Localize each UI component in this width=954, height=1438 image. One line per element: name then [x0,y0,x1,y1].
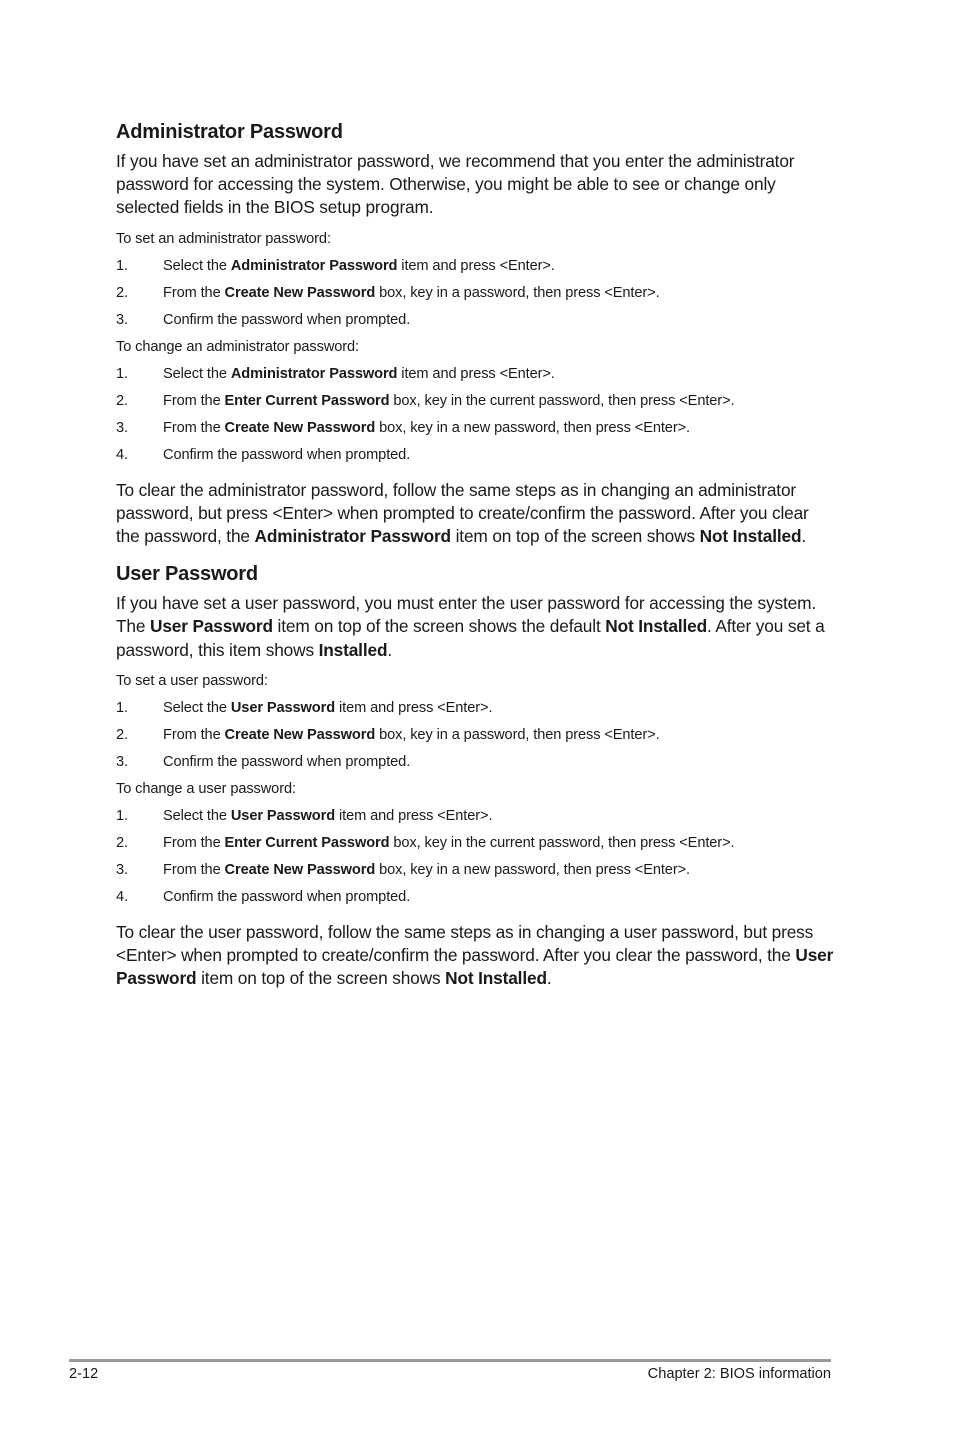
step-number: 1. [116,257,128,274]
step-term: User Password [230,699,336,716]
step-number: 2. [116,284,128,301]
list-item: 1. Select the Administrator Password item and press <Enter>. [116,253,836,280]
user-heading: User Password [116,563,258,586]
step-term: Administrator Password [230,257,398,274]
admin-set-steps [116,253,836,334]
footer-divider [69,1359,831,1362]
step-number: 3. [116,861,128,878]
step-number: 2. [116,726,128,743]
user-set-steps [116,695,836,776]
admin-intro: If you have set an administrator password, we recommend that you enter the administrator password for accessing the system. Otherwise, you might be able to see or change only selected fields in the BIOS setup program. [116,151,795,218]
list-item: 3. From the Create New Password box, key in a new password, then press <Enter>. [116,857,836,884]
admin-change-steps [116,361,836,469]
list-item: 1. Select the User Password item and press <Enter>. [116,803,836,830]
step-term: Enter Current Password [224,834,390,851]
step-number: 1. [116,365,128,382]
admin-set-lead: To set an administrator password: [116,230,331,247]
list-item: 4. Confirm the password when prompted. [116,884,836,911]
list-item: 3. From the Create New Password box, key in a new password, then press <Enter>. [116,415,836,442]
step-term: Enter Current Password [224,392,390,409]
user-clear-paragraph: To clear the user password, follow the same steps as in changing a user password, but press <Enter> when prompted to create/confirm the password. After you clear the password, the User Password item on top of the screen shows Not Installed. [116,921,834,989]
step-number: 3. [116,419,128,436]
list-item: 2. From the Create New Password box, key in a password, then press <Enter>. [116,722,836,749]
step-number: 4. [116,446,128,463]
admin-heading: Administrator Password [116,121,343,143]
list-item: 2. From the Create New Password box, key in a password, then press <Enter>. [116,280,836,307]
step-number: 3. [116,311,128,328]
user-set-lead: To set a user password: [116,672,268,689]
user-intro: If you have set a user password, you must enter the user password for accessing the system. The User Password item on top of the screen shows the default Not Installed. After you set a password, this item shows Installed. [116,593,825,660]
page-content [116,118,836,990]
list-item: 2. From the Enter Current Password box, key in the current password, then press <Enter>. [116,830,836,857]
step-term: User Password [230,807,336,824]
page-number: 2-12 [69,1366,99,1382]
step-number: 2. [116,834,128,851]
list-item: 1. Select the User Password item and press <Enter>. [116,695,836,722]
step-number: 1. [116,699,128,716]
step-term: Create New Password [224,726,376,743]
step-number: 2. [116,392,128,409]
step-term: Create New Password [224,861,376,878]
step-term: Create New Password [224,419,376,436]
step-number: 1. [116,807,128,824]
list-item: 4. Confirm the password when prompted. [116,442,836,469]
chapter-title: Chapter 2: BIOS information [647,1366,831,1382]
step-term: Administrator Password [230,365,398,382]
list-item: 3. Confirm the password when prompted. [116,749,836,776]
step-term: Create New Password [224,284,376,301]
user-change-steps [116,803,836,911]
step-number: 3. [116,753,128,770]
admin-clear-paragraph: To clear the administrator password, follow the same steps as in changing an administrator password, but press <Enter> when prompted to create/confirm the password. After you clear the password, the Administrator Password item on top of the screen shows Not Installed. [116,479,809,547]
list-item: 3. Confirm the password when prompted. [116,307,836,334]
user-change-lead: To change a user password: [116,780,296,797]
admin-change-lead: To change an administrator password: [116,338,360,355]
list-item: 2. From the Enter Current Password box, key in the current password, then press <Enter>. [116,388,836,415]
step-number: 4. [116,888,128,905]
list-item: 1. Select the Administrator Password item and press <Enter>. [116,361,836,388]
